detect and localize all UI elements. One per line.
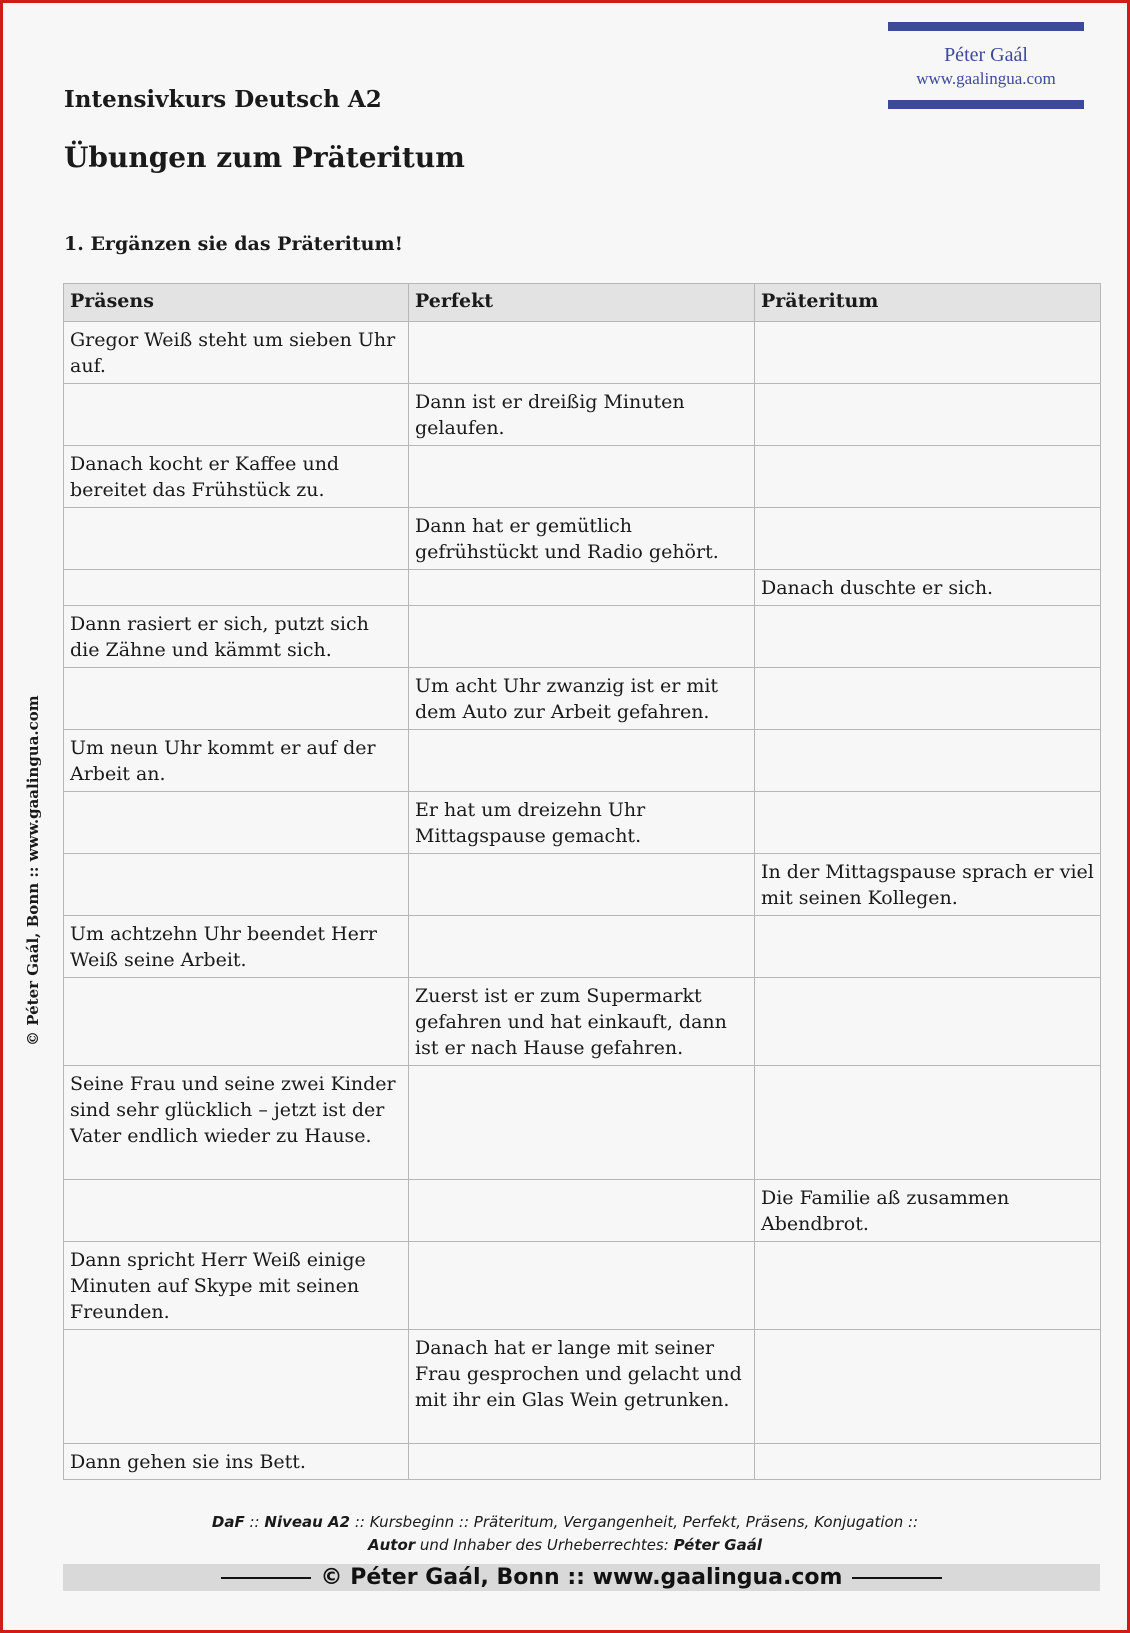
table-header-row — [64, 284, 1101, 322]
table-row — [64, 1242, 1101, 1330]
cell-praesens[interactable]: Dann spricht Herr Weiß einige Minuten auf Skype mit seinen Freunden. — [64, 1242, 409, 1330]
logo-top-bar — [888, 22, 1084, 31]
table-row — [64, 508, 1101, 570]
table-row — [64, 1180, 1101, 1242]
cell-praesens[interactable] — [64, 978, 409, 1066]
logo-url: www.gaalingua.com — [916, 69, 1056, 88]
course-title: Intensivkurs Deutsch A2 — [64, 86, 382, 113]
cell-praesens[interactable]: Seine Frau und seine zwei Kinder sind sehr glücklich – jetzt ist der Vater endlich wieder zu Hause. — [64, 1066, 409, 1180]
table-row — [64, 570, 1101, 606]
cell-praeteritum[interactable]: In der Mittagspause sprach er viel mit seinen Kollegen. — [755, 854, 1101, 916]
cell-perfekt[interactable]: Dann ist er dreißig Minuten gelaufen. — [409, 384, 755, 446]
table-row — [64, 384, 1101, 446]
cell-praeteritum[interactable] — [755, 322, 1101, 384]
cell-praesens[interactable] — [64, 508, 409, 570]
footer-sep: :: — [244, 1513, 265, 1531]
footer-autor-label: Autor — [367, 1536, 416, 1554]
cell-praeteritum[interactable]: Danach duschte er sich. — [755, 570, 1101, 606]
page-title: Übungen zum Präteritum — [64, 141, 465, 174]
cell-perfekt[interactable]: Zuerst ist er zum Supermarkt gefahren und hat einkauft, dann ist er nach Hause gefahren. — [409, 978, 755, 1066]
side-copyright: © Péter Gaál, Bonn :: www.gaalingua.com — [24, 695, 42, 1046]
author-logo — [888, 22, 1084, 114]
column-header-perfekt: Perfekt — [409, 284, 755, 322]
footer-niveau: Niveau A2 — [264, 1513, 351, 1531]
cell-praeteritum[interactable] — [755, 1444, 1101, 1480]
table-row — [64, 792, 1101, 854]
copyright-text: © Péter Gaál, Bonn :: www.gaalingua.com — [320, 1565, 843, 1590]
cell-praeteritum[interactable] — [755, 730, 1101, 792]
logo-bottom-bar — [888, 100, 1084, 109]
footer-keywords-text: :: Kursbeginn :: Präteritum, Vergangenheit, Perfekt, Präsens, Konjugation :: — [350, 1513, 919, 1531]
cell-praeteritum[interactable] — [755, 1330, 1101, 1444]
logo-name: Péter Gaál — [944, 44, 1028, 66]
cell-praesens[interactable] — [64, 1330, 409, 1444]
cell-praesens[interactable] — [64, 570, 409, 606]
cell-perfekt[interactable] — [409, 446, 755, 508]
cell-praesens[interactable]: Danach kocht er Kaffee und bereitet das Frühstück zu. — [64, 446, 409, 508]
cell-praesens[interactable]: Gregor Weiß steht um sieben Uhr auf. — [64, 322, 409, 384]
table-row — [64, 446, 1101, 508]
cell-praeteritum[interactable] — [755, 1066, 1101, 1180]
cell-perfekt[interactable] — [409, 322, 755, 384]
cell-perfekt[interactable]: Danach hat er lange mit seiner Frau gesprochen und gelacht und mit ihr ein Glas Wein getrunken. — [409, 1330, 755, 1444]
cell-praeteritum[interactable] — [755, 508, 1101, 570]
cell-perfekt[interactable] — [409, 1180, 755, 1242]
footer-author-text: und Inhaber des Urheberrechtes: — [415, 1536, 674, 1554]
cell-praesens[interactable]: Um neun Uhr kommt er auf der Arbeit an. — [64, 730, 409, 792]
cell-perfekt[interactable] — [409, 730, 755, 792]
footer-author-name: Péter Gaál — [673, 1536, 763, 1554]
table-row — [64, 730, 1101, 792]
cell-praeteritum[interactable]: Die Familie aß zusammen Abendbrot. — [755, 1180, 1101, 1242]
cell-praeteritum[interactable] — [755, 446, 1101, 508]
cell-perfekt[interactable]: Um acht Uhr zwanzig ist er mit dem Auto zur Arbeit gefahren. — [409, 668, 755, 730]
table-row — [64, 322, 1101, 384]
cell-perfekt[interactable] — [409, 570, 755, 606]
table-row — [64, 916, 1101, 978]
cell-praeteritum[interactable] — [755, 1242, 1101, 1330]
cell-perfekt[interactable] — [409, 1242, 755, 1330]
cell-praesens[interactable]: Um achtzehn Uhr beendet Herr Weiß seine Arbeit. — [64, 916, 409, 978]
cell-praeteritum[interactable] — [755, 916, 1101, 978]
footer-keywords — [0, 1513, 1130, 1531]
cell-perfekt[interactable] — [409, 606, 755, 668]
cell-praeteritum[interactable] — [755, 792, 1101, 854]
cell-praesens[interactable] — [64, 384, 409, 446]
table-row — [64, 606, 1101, 668]
cell-praesens[interactable]: Dann rasiert er sich, putzt sich die Zähne und kämmt sich. — [64, 606, 409, 668]
cell-praeteritum[interactable] — [755, 606, 1101, 668]
cell-perfekt[interactable]: Dann hat er gemütlich gefrühstückt und Radio gehört. — [409, 508, 755, 570]
cell-praesens[interactable] — [64, 792, 409, 854]
cell-praesens[interactable] — [64, 1180, 409, 1242]
table-row — [64, 1444, 1101, 1480]
column-header-praesens: Präsens — [64, 284, 409, 322]
footer-author — [0, 1536, 1130, 1554]
column-header-praeteritum: Präteritum — [755, 284, 1101, 322]
cell-perfekt[interactable] — [409, 916, 755, 978]
cell-praeteritum[interactable] — [755, 384, 1101, 446]
exercise-table — [63, 283, 1101, 1480]
cell-perfekt[interactable] — [409, 1066, 755, 1180]
divider-right — [852, 1577, 942, 1579]
footer-daf: DaF — [211, 1513, 245, 1531]
table-row — [64, 1066, 1101, 1180]
cell-perfekt[interactable] — [409, 1444, 755, 1480]
table-row — [64, 1330, 1101, 1444]
cell-praeteritum[interactable] — [755, 978, 1101, 1066]
exercise-title: 1. Ergänzen sie das Präteritum! — [64, 233, 403, 255]
cell-praeteritum[interactable] — [755, 668, 1101, 730]
cell-perfekt[interactable] — [409, 854, 755, 916]
table-row — [64, 668, 1101, 730]
cell-perfekt[interactable]: Er hat um dreizehn Uhr Mittagspause gemacht. — [409, 792, 755, 854]
cell-praesens[interactable] — [64, 668, 409, 730]
copyright-bar — [63, 1564, 1100, 1591]
table-row — [64, 978, 1101, 1066]
cell-praesens[interactable]: Dann gehen sie ins Bett. — [64, 1444, 409, 1480]
cell-praesens[interactable] — [64, 854, 409, 916]
table-row — [64, 854, 1101, 916]
divider-left — [221, 1577, 311, 1579]
